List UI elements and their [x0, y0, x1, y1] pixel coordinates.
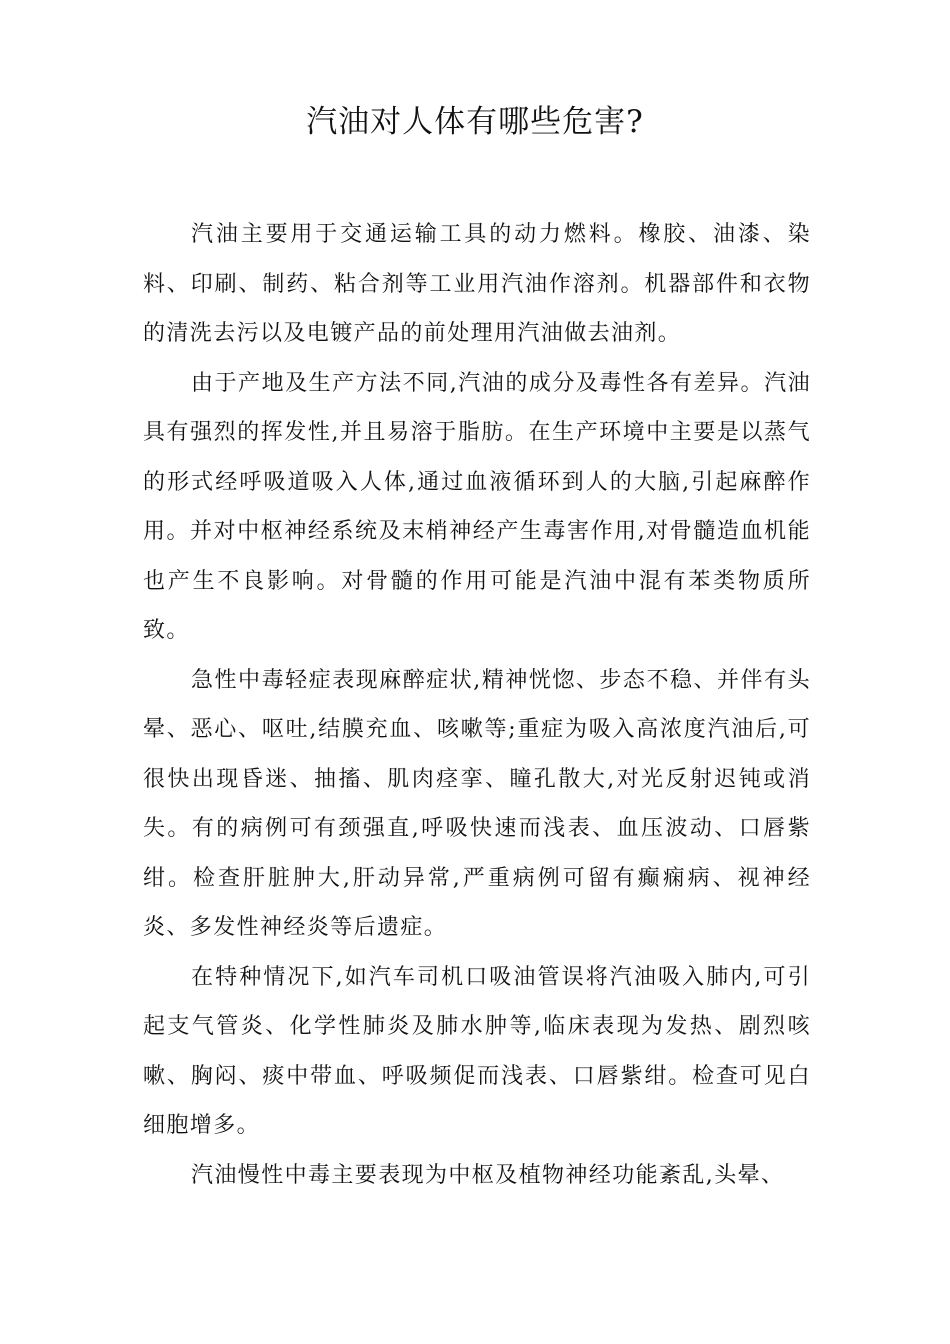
paragraph-toxicity: 由于产地及生产方法不同,汽油的成分及毒性各有差异。汽油具有强烈的挥发性,并且易溶于脂肪。在生产环境中主要是以蒸气的形式经呼吸道吸入人体,通过血液循环到人的大脑,引起麻醉作用。并对中枢神经系统及末梢神经产生毒害作用,对骨髓造血机能也产生不良影响。对骨髓的作用可能是汽油中混有苯类物质所致。: [143, 370, 811, 643]
paragraph-acute-poisoning: 急性中毒轻症表现麻醉症状,精神恍惚、步态不稳、并伴有头晕、恶心、呕吐,结膜充血、咳嗽等;重症为吸入高浓度汽油后,可很快出现昏迷、抽搐、肌肉痉挛、瞳孔散大,对光反射迟钝或消失。有的病例可有颈强直,呼吸快速而浅表、血压波动、口唇紫绀。检查肝脏肿大,肝动异常,严重病例可留有癫痫病、视神经炎、多发性神经炎等后遗症。: [143, 667, 811, 940]
paragraph-chronic-poisoning: 汽油慢性中毒主要表现为中枢及植物神经功能紊乱,头晕、: [191, 1162, 785, 1188]
paragraph-aspiration: 在特种情况下,如汽车司机口吸油管误将汽油吸入肺内,可引起支气管炎、化学性肺炎及肺水肿等,临床表现为发热、剧烈咳嗽、胸闷、痰中带血、呼吸频促而浅表、口唇紫绀。检查可见白细胞增多。: [143, 964, 811, 1138]
paragraph-usage: 汽油主要用于交通运输工具的动力燃料。橡胶、油漆、染料、印刷、制药、粘合剂等工业用汽油作溶剂。机器部件和衣物的清洗去污以及电镀产品的前处理用汽油做去油剂。: [143, 222, 811, 346]
document-body: [143, 210, 811, 1200]
document-title: 汽油对人体有哪些危害?: [306, 104, 644, 140]
